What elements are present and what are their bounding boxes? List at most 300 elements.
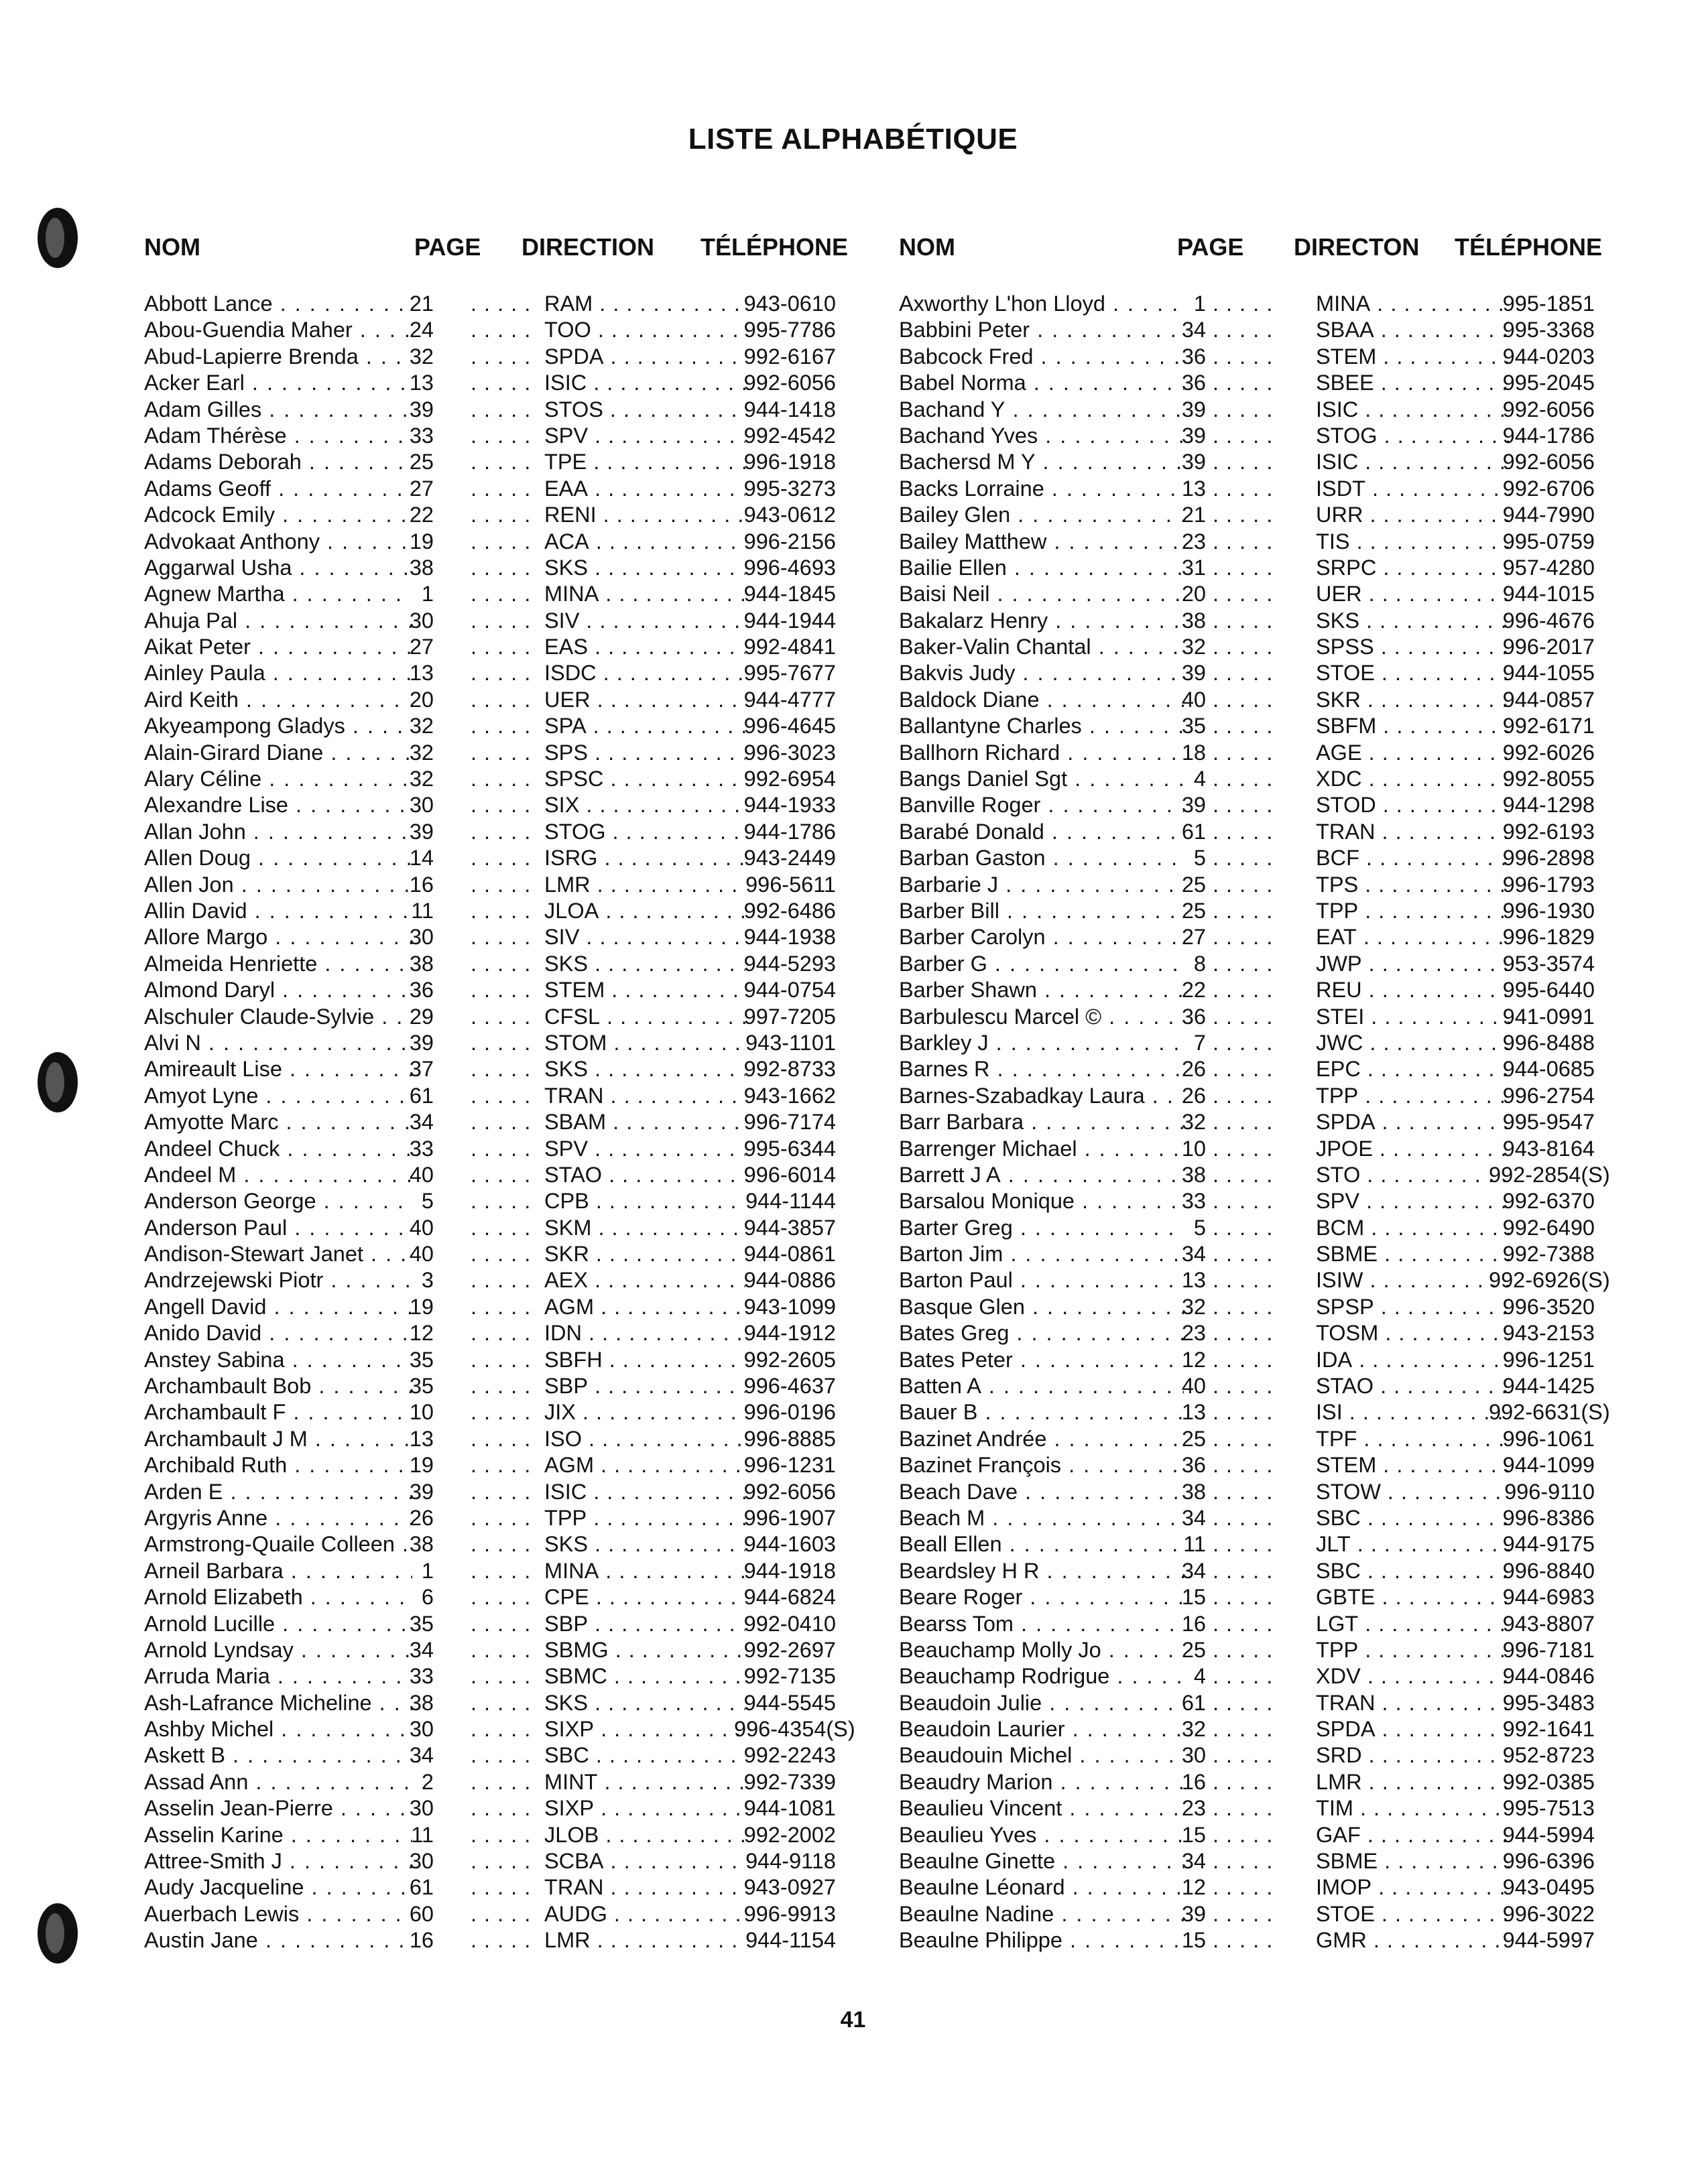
entry-page: 19: [409, 1294, 434, 1319]
entry-direction: URR . . .: [1316, 502, 1510, 528]
entry-direction: STEM . . .: [1316, 344, 1510, 370]
entry-telephone: 995-7677: [743, 661, 836, 686]
list-item: [899, 1927, 1596, 1953]
entry-direction: SBC . . .: [1316, 1505, 1510, 1531]
leader-dots: [471, 660, 531, 686]
leader-dots: [471, 1004, 531, 1030]
header-telephone: TÉLÉPHONE: [1455, 233, 1603, 261]
entry-name: Bailey Glen . . .: [899, 502, 1184, 528]
leader-dots: [471, 1690, 531, 1716]
entry-direction: STEM . . .: [544, 977, 745, 1003]
list-item: [899, 1294, 1596, 1320]
leader-dots: [471, 766, 531, 792]
entry-page: 21: [1181, 503, 1206, 527]
list-item: [899, 1716, 1596, 1742]
right-column-header: [899, 233, 1603, 273]
entry-direction: TRAN . . .: [1316, 1690, 1510, 1716]
header-direction: DIRECTON: [1294, 233, 1420, 261]
entry-direction: TRAN . . .: [544, 1083, 745, 1109]
entry-page: 32: [1181, 1110, 1206, 1135]
leader-dots: [1213, 1083, 1273, 1109]
entry-direction: SPSS . . .: [1316, 634, 1510, 660]
entry-direction: TRAN . . .: [544, 1874, 745, 1901]
leader-dots: [1213, 581, 1273, 607]
entry-direction: RENI . . .: [544, 502, 745, 528]
entry-telephone: 992-0385: [1502, 1769, 1595, 1794]
entry-telephone: 944-4777: [743, 687, 836, 712]
entry-page: 25: [1181, 1426, 1206, 1451]
entry-telephone: 992-6193: [1502, 819, 1595, 844]
entry-page: 31: [1181, 555, 1206, 580]
leader-dots: [1213, 423, 1273, 449]
entry-name: Axworthy L'hon Lloyd . . .: [899, 291, 1184, 317]
entry-direction: AGM . . .: [544, 1452, 745, 1478]
header-page: PAGE: [414, 233, 481, 261]
entry-page: 39: [1181, 397, 1206, 422]
header-telephone: TÉLÉPHONE: [700, 233, 849, 261]
entry-name: Allen Jon . . .: [144, 872, 412, 898]
entry-telephone: 992-6486: [743, 898, 836, 923]
entry-direction: XDC . . .: [1316, 766, 1510, 792]
entry-name: Barton Jim . . .: [899, 1241, 1184, 1267]
entry-direction: SBFH . . .: [544, 1347, 745, 1373]
entry-direction: SKS . . .: [544, 1056, 745, 1082]
entry-direction: JLT . . .: [1316, 1531, 1510, 1557]
entry-name: Arnold Lyndsay . . .: [144, 1637, 412, 1663]
entry-page: 20: [409, 687, 434, 712]
leader-dots: [1213, 1056, 1273, 1082]
entry-page: 25: [409, 450, 434, 474]
entry-page: 12: [1181, 1875, 1206, 1900]
leader-dots: [1213, 1611, 1273, 1637]
entry-name: Barsalou Monique . . .: [899, 1188, 1184, 1214]
entry-page: 34: [1181, 1558, 1206, 1583]
entry-telephone: 995-2045: [1502, 371, 1595, 395]
entry-page: 12: [1181, 1347, 1206, 1372]
entry-telephone: 944-7990: [1502, 503, 1595, 527]
entry-telephone: 995-3368: [1502, 318, 1595, 342]
entry-direction: LMR . . .: [1316, 1769, 1510, 1795]
entry-page: 34: [409, 1110, 434, 1135]
list-item: [144, 1399, 835, 1425]
leader-dots: [471, 1611, 531, 1637]
leader-dots: [1213, 1136, 1273, 1162]
entry-telephone: 944-1015: [1502, 582, 1595, 606]
list-item: [899, 1742, 1596, 1769]
entry-telephone: 943-0495: [1502, 1875, 1595, 1900]
entry-page: 40: [1181, 687, 1206, 712]
entry-name: Barter Greg . . .: [899, 1215, 1184, 1241]
list-item: [144, 634, 835, 660]
entry-page: 36: [1181, 1453, 1206, 1478]
entry-page: 1: [1193, 292, 1206, 316]
leader-dots: [1213, 1531, 1273, 1557]
list-item: [144, 766, 835, 792]
entry-telephone: 943-1099: [743, 1294, 836, 1319]
entry-name: Austin Jane . . .: [144, 1927, 412, 1953]
entry-direction: SBAM . . .: [544, 1109, 745, 1135]
entry-telephone: 944-1099: [1502, 1453, 1595, 1478]
list-item: [144, 1716, 855, 1742]
entry-direction: GMR . . .: [1316, 1927, 1510, 1953]
entry-page: 30: [409, 793, 434, 818]
leader-dots: [1213, 1347, 1273, 1373]
entry-name: Amyot Lyne . . .: [144, 1083, 412, 1109]
entry-direction: SBC . . .: [1316, 1558, 1510, 1584]
entry-direction: SRD . . .: [1316, 1742, 1510, 1769]
list-item: [144, 1188, 835, 1214]
leader-dots: [1213, 1479, 1273, 1505]
entry-direction: SKS . . .: [544, 1531, 745, 1557]
entry-name: Barr Barbara . . .: [899, 1109, 1184, 1135]
entry-name: Alschuler Claude-Sylvie . . .: [144, 1004, 412, 1030]
list-item: [144, 1162, 835, 1188]
entry-name: Adcock Emily . . .: [144, 502, 412, 528]
entry-telephone: 996-6396: [1502, 1849, 1595, 1874]
entry-page: 1: [421, 582, 434, 606]
entry-telephone: 996-0196: [743, 1400, 836, 1425]
list-item: [144, 1215, 835, 1241]
entry-direction: SCBA . . .: [544, 1848, 745, 1874]
entry-telephone: 944-1154: [745, 1928, 836, 1953]
entry-telephone: 996-1918: [743, 450, 836, 474]
entry-name: Baisi Neil . . .: [899, 581, 1184, 607]
entry-name: Advokaat Anthony . . .: [144, 529, 412, 555]
entry-page: 33: [409, 423, 434, 448]
header-name: NOM: [899, 233, 955, 261]
entry-telephone: 944-5997: [1502, 1928, 1595, 1953]
entry-page: 60: [409, 1901, 434, 1926]
entry-telephone: 992-6026: [1502, 740, 1595, 765]
entry-name: Aird Keith . . .: [144, 687, 412, 713]
entry-telephone: 944-9175: [1502, 1532, 1595, 1557]
entry-telephone: 952-8723: [1502, 1743, 1595, 1768]
leader-dots: [471, 502, 531, 528]
leader-dots: [471, 1531, 531, 1557]
leader-dots: [471, 924, 531, 950]
entry-page: 36: [409, 978, 434, 1003]
entry-telephone: 995-7786: [743, 318, 836, 342]
entry-direction: SIXP . . .: [544, 1716, 745, 1742]
entry-name: Bachersd M Y . . .: [899, 449, 1184, 475]
entry-page: 38: [409, 951, 434, 976]
list-item: [899, 1531, 1596, 1557]
entry-page: 35: [409, 1611, 434, 1636]
list-item: [144, 687, 835, 713]
entry-page: 22: [409, 503, 434, 527]
entry-name: Arneil Barbara . . .: [144, 1558, 412, 1584]
entry-direction: STOM . . .: [544, 1030, 745, 1056]
entry-page: 18: [1181, 740, 1206, 765]
entry-page: 35: [409, 1347, 434, 1372]
list-item: [899, 1505, 1596, 1531]
list-item: [144, 951, 835, 977]
entry-page: 61: [1181, 819, 1206, 844]
entry-page: 38: [1181, 1479, 1206, 1504]
entry-direction: ISO . . .: [544, 1426, 745, 1452]
entry-page: 11: [1183, 1532, 1206, 1557]
entry-page: 32: [409, 767, 434, 791]
entry-telephone: 944-0754: [743, 978, 836, 1003]
list-item: [144, 1030, 835, 1056]
entry-telephone: 996-5611: [745, 872, 836, 897]
entry-telephone: 943-2153: [1502, 1321, 1595, 1346]
entry-direction: SBP . . .: [544, 1611, 745, 1637]
list-item: [144, 1056, 835, 1082]
entry-direction: SKM . . .: [544, 1215, 745, 1241]
entry-telephone: 944-1845: [743, 582, 836, 606]
entry-page: 7: [1193, 1030, 1206, 1055]
leader-dots: [1213, 1742, 1273, 1769]
entry-telephone: 943-0610: [743, 292, 836, 316]
entry-name: Beall Ellen . . .: [899, 1531, 1184, 1557]
entry-page: 30: [409, 608, 434, 633]
entry-telephone: 996-2898: [1502, 846, 1595, 871]
entry-direction: ACA . . .: [544, 529, 745, 555]
entry-direction: SPSC . . .: [544, 766, 745, 792]
leader-dots: [471, 1479, 531, 1505]
entry-direction: TIM . . .: [1316, 1795, 1510, 1821]
entry-direction: REU . . .: [1316, 977, 1510, 1003]
entry-telephone: 996-1930: [1502, 898, 1595, 923]
list-item: [144, 1927, 835, 1953]
list-item: [899, 1399, 1610, 1425]
entry-direction: TPP . . .: [544, 1505, 745, 1531]
list-item: [144, 1611, 835, 1637]
entry-direction: AGE . . .: [1316, 740, 1510, 766]
list-item: [144, 872, 835, 898]
entry-name: Banville Roger . . .: [899, 792, 1184, 818]
entry-name: Andeel M . . .: [144, 1162, 412, 1188]
entry-name: Almond Daryl . . .: [144, 977, 412, 1003]
entry-name: Bazinet François . . .: [899, 1452, 1184, 1478]
entry-telephone: 996-4645: [743, 714, 836, 738]
entry-page: 27: [1181, 925, 1206, 950]
entry-telephone: 992-2605: [743, 1347, 836, 1372]
leader-dots: [471, 1848, 531, 1874]
leader-dots: [1213, 291, 1273, 317]
entry-direction: XDV . . .: [1316, 1663, 1510, 1689]
list-item: [899, 370, 1596, 396]
entry-direction: LMR . . .: [544, 1927, 745, 1953]
entry-telephone: 944-6824: [743, 1585, 836, 1610]
entry-telephone: 995-0759: [1502, 529, 1595, 554]
entry-name: Andison-Stewart Janet . . .: [144, 1241, 412, 1267]
entry-direction: STO . . .: [1316, 1162, 1510, 1188]
entry-name: Armstrong-Quaile Colleen . . .: [144, 1531, 412, 1557]
entry-page: 39: [1181, 793, 1206, 818]
list-item: [899, 1426, 1596, 1452]
entry-direction: SBP . . .: [544, 1373, 745, 1399]
left-column: [144, 233, 855, 1953]
entry-telephone: 944-1912: [743, 1321, 836, 1346]
entry-direction: LGT . . .: [1316, 1611, 1510, 1637]
entry-name: Allan John . . .: [144, 819, 412, 845]
entry-direction: JWP . . .: [1316, 951, 1510, 977]
leader-dots: [1213, 687, 1273, 713]
list-item: [899, 819, 1596, 845]
list-item: [144, 476, 835, 502]
leader-dots: [471, 581, 531, 607]
entry-direction: STOS . . .: [544, 397, 745, 423]
leader-dots: [471, 1822, 531, 1848]
list-item: [144, 1690, 835, 1716]
entry-telephone: 992-0410: [743, 1611, 836, 1636]
entry-name: Baker-Valin Chantal . . .: [899, 634, 1184, 660]
leader-dots: [471, 344, 531, 370]
entry-direction: SIV . . .: [544, 608, 745, 634]
entry-page: 12: [409, 1321, 434, 1346]
entry-page: 20: [1181, 582, 1206, 606]
entry-name: Arruda Maria . . .: [144, 1663, 412, 1689]
entry-direction: JLOA . . .: [544, 898, 745, 924]
entry-direction: TPS . . .: [1316, 872, 1510, 898]
entry-telephone: 944-6983: [1502, 1585, 1595, 1610]
leader-dots: [471, 317, 531, 343]
entry-telephone: 944-5994: [1502, 1822, 1595, 1847]
leader-dots: [1213, 1426, 1273, 1452]
entry-telephone: 944-1081: [743, 1796, 836, 1821]
list-item: [899, 449, 1596, 475]
entry-direction: SBEE . . .: [1316, 370, 1510, 396]
list-item: [899, 1822, 1596, 1848]
entry-direction: SKS . . .: [544, 1690, 745, 1716]
entry-telephone: 996-2156: [743, 529, 836, 554]
entry-direction: SPV . . .: [544, 423, 745, 449]
entry-page: 35: [1181, 714, 1206, 738]
leader-dots: [471, 555, 531, 581]
entry-telephone: 943-0927: [743, 1875, 836, 1900]
list-item: [144, 924, 835, 950]
leader-dots: [1213, 872, 1273, 898]
entry-name: Audy Jacqueline . . .: [144, 1874, 412, 1901]
leader-dots: [1213, 845, 1273, 871]
header-page: PAGE: [1177, 233, 1244, 261]
leader-dots: [1213, 1822, 1273, 1848]
entry-direction: UER . . .: [544, 687, 745, 713]
entry-telephone: 996-8840: [1502, 1558, 1595, 1583]
entry-name: Barrett J A . . .: [899, 1162, 1184, 1188]
entry-page: 23: [1181, 1321, 1206, 1346]
entry-telephone: 992-6171: [1502, 714, 1595, 738]
entry-page: 33: [409, 1136, 434, 1161]
entry-direction: RAM . . .: [544, 291, 745, 317]
entry-name: Beaudry Marion . . .: [899, 1769, 1184, 1795]
list-item: [144, 344, 835, 370]
list-item: [144, 1584, 835, 1610]
entry-direction: EAT . . .: [1316, 924, 1510, 950]
entry-direction: BCF . . .: [1316, 845, 1510, 871]
entry-direction: CPB . . .: [544, 1188, 745, 1214]
entry-telephone: 996-4676: [1502, 608, 1595, 633]
entry-direction: EPC . . .: [1316, 1056, 1510, 1082]
list-item: [899, 1637, 1596, 1663]
entry-name: Barton Paul . . .: [899, 1267, 1184, 1293]
entry-page: 15: [1181, 1928, 1206, 1953]
entry-name: Arden E . . .: [144, 1479, 412, 1505]
entry-page: 23: [1181, 1796, 1206, 1821]
entry-direction: SPV . . .: [544, 1136, 745, 1162]
leader-dots: [1213, 792, 1273, 818]
list-item: [144, 1848, 835, 1874]
list-item: [899, 1848, 1596, 1874]
leader-dots: [471, 608, 531, 634]
entry-page: 32: [409, 714, 434, 738]
list-item: [899, 529, 1596, 555]
list-item: [899, 845, 1596, 871]
leader-dots: [471, 713, 531, 739]
leader-dots: [1213, 476, 1273, 502]
entry-page: 39: [409, 1479, 434, 1504]
leader-dots: [471, 397, 531, 423]
leader-dots: [1213, 1505, 1273, 1531]
entry-name: Barabé Donald . . .: [899, 819, 1184, 845]
entry-direction: IDN . . .: [544, 1320, 745, 1346]
entry-name: Bakvis Judy . . .: [899, 660, 1184, 686]
leader-dots: [471, 370, 531, 396]
leader-dots: [471, 1505, 531, 1531]
leader-dots: [471, 1109, 531, 1135]
list-item: [899, 1452, 1596, 1478]
leader-dots: [1213, 660, 1273, 686]
list-item: [899, 291, 1596, 317]
entry-direction: SBME . . .: [1316, 1848, 1510, 1874]
entry-direction: SBME . . .: [1316, 1241, 1510, 1267]
entry-name: Archibald Ruth . . .: [144, 1452, 412, 1478]
list-item: [899, 924, 1596, 950]
entry-telephone: 944-0861: [743, 1242, 836, 1267]
list-item: [899, 1558, 1596, 1584]
entry-page: 32: [409, 344, 434, 369]
entry-page: 39: [409, 819, 434, 844]
entry-direction: SKS . . .: [544, 555, 745, 581]
entry-name: Abbott Lance . . .: [144, 291, 412, 317]
entry-telephone: 997-7205: [743, 1004, 836, 1029]
leader-dots: [1213, 1901, 1273, 1927]
entry-page: 30: [409, 1717, 434, 1742]
entry-name: Beare Roger . . .: [899, 1584, 1184, 1610]
entry-direction: SPV . . .: [1316, 1188, 1510, 1214]
entry-name: Barber Shawn . . .: [899, 977, 1184, 1003]
list-item: [899, 581, 1596, 607]
entry-page: 3: [421, 1268, 434, 1293]
entry-direction: ISIC . . .: [1316, 397, 1510, 423]
entry-direction: STOD . . .: [1316, 792, 1510, 818]
entry-page: 22: [1181, 978, 1206, 1003]
leader-dots: [471, 1716, 531, 1742]
leader-dots: [471, 872, 531, 898]
entry-telephone: 995-1851: [1502, 292, 1595, 316]
leader-dots: [471, 687, 531, 713]
entry-direction: ISIC . . .: [544, 370, 745, 396]
list-item: [899, 1373, 1596, 1399]
entry-direction: SIXP . . .: [544, 1795, 745, 1821]
entry-telephone: 996-1829: [1502, 925, 1595, 950]
entry-telephone: 992-8733: [743, 1057, 836, 1082]
entry-name: Beaudoin Laurier . . .: [899, 1716, 1184, 1742]
entry-page: 33: [1181, 1189, 1206, 1214]
entry-name: Adam Thérèse . . .: [144, 423, 412, 449]
entry-page: 30: [409, 925, 434, 950]
list-item: [144, 1452, 835, 1478]
leader-dots: [1213, 370, 1273, 396]
leader-dots: [471, 529, 531, 555]
list-item: [144, 423, 835, 449]
leader-dots: [1213, 1558, 1273, 1584]
entry-telephone: 992-6370: [1502, 1189, 1595, 1214]
leader-dots: [1213, 740, 1273, 766]
entry-direction: TPF . . .: [1316, 1426, 1510, 1452]
